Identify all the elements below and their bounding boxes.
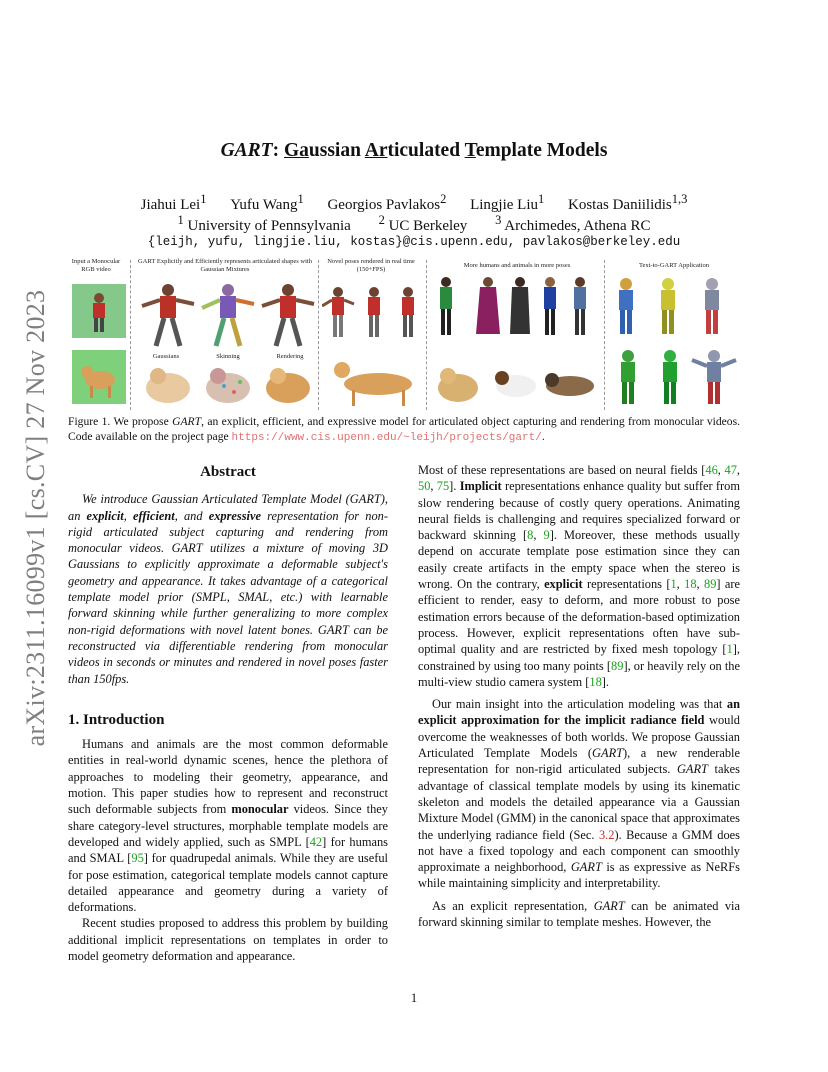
input-frame-human	[72, 284, 126, 338]
affiliation: $^1$ University of Pennsylvania	[177, 213, 351, 234]
more-subjects-renders	[430, 274, 602, 408]
abstract-text: We introduce Gaussian Articulated Template Model (GART), an explicit, efficient, and expressive representation for non-rigid articulated subject capturing and rendering from monocular videos. GART utilizes a mixture of moving 3D Gaussians to explicitly approximate a deformable subject's geometry and appearance. It takes advantage of a categorical template model prior (SMPL, SMAL, etc.) with learnable forward skinning while further generalizing to more complex non-rigid deformations with novel latent bones. GART can be reconstructed via differentiable rendering from monocular videos in seconds or minutes and rendered in novel poses faster than 150fps.	[68, 492, 388, 686]
citation-link[interactable]: 18	[589, 674, 602, 689]
citation-link[interactable]: 75	[436, 479, 450, 494]
affiliation: $^3$ Archimedes, Athena RC	[495, 213, 651, 234]
citation-link[interactable]: 42	[309, 834, 323, 849]
author: Jiahui Lei$^1$	[140, 192, 207, 213]
section-link[interactable]: 3.2	[598, 827, 615, 842]
citation-link[interactable]: 1	[670, 577, 677, 592]
arxiv-stamp: arXiv:2311.16099v1 [cs.CV] 27 Nov 2023	[21, 289, 50, 747]
introduction-heading: 1. Introduction	[68, 711, 165, 728]
intro-paragraph: Humans and animals are the most common deformable entities in real-world dynamic scenes, hence the plethora of approaches to modeling their geometry, appearance, and motion. This paper studies how to represent and reconstruct such deformable subjects from monocular videos. Since they share category-level structures, morphable template models are developed and widely applied, such as SMPL [42] for humans and SMAL [95] for quadrupedal animals. While they are useful for pose estimation, categorical template models cannot capture detailed appearance and geometry during a variety of deformations.	[68, 737, 388, 915]
label-rendering: Rendering	[276, 353, 304, 360]
citation-link[interactable]: 89	[611, 658, 624, 673]
citation-link[interactable]: 8	[527, 528, 534, 543]
citation-link[interactable]: 1	[726, 642, 733, 657]
teaser-figure	[68, 258, 740, 408]
label-skinning: Skinning	[216, 353, 240, 360]
caption-more-subjects: More humans and animals in more poses	[463, 262, 571, 269]
citation-link[interactable]: 50	[418, 479, 431, 494]
body-paragraph: Our main insight into the articulation modeling was that an explicit approximation for the implicit radiance field would overcome the weaknesses of both worlds. We propose Gaussian Articulated Template Models (GART), a new renderable representation for non-rigid articulated subjects. GART takes advantage of classical template models by using its kinematic skeleton and models the detailed appearance via a Gaussian Mixture Model (GMM) in the canonical space that approximates the underlying radiance field (Sec. 3.2). Because a GMM does not have a fixed topology and each component can smoothly approximate a neighborhood, GART is as expressive as NeRFs while maintaining simplicity and interpretability.	[418, 697, 740, 891]
author: Kostas Daniilidis$^{1,3}$	[568, 192, 688, 213]
right-column	[418, 462, 740, 930]
author-emails: {leijh, yufu, lingjie.liu, kostas}@cis.upenn.edu, pavlakos@berkeley.edu	[147, 235, 681, 249]
citation-link[interactable]: 95	[131, 851, 144, 866]
affiliation: $^2$ UC Berkeley	[378, 213, 468, 234]
body-paragraph: As an explicit representation, GART can be animated via forward skinning similar to template meshes. However, the	[418, 898, 740, 930]
author: Georgios Pavlakos$^2$	[327, 192, 447, 213]
gart-panel-renders	[136, 276, 316, 408]
caption-gart-representation: GART Explicitly and Efficiently represents articulated shapes with Gaussian Mixtures	[138, 258, 312, 273]
citation-link[interactable]: 9	[543, 528, 550, 543]
panel-divider	[604, 260, 605, 410]
caption-input-video: Input a Monocular RGB video	[71, 258, 121, 273]
abstract-heading: Abstract	[200, 464, 256, 480]
author: Lingjie Liu$^1$	[470, 192, 545, 213]
panel-divider	[318, 260, 319, 410]
figure-caption: Figure 1. We propose GART, an explicit, efficient, and expressive model for articulated object capturing and rendering from monocular videos. Code available on the project page https://www.cis.upenn.edu/~leijh/projects/gart/.	[68, 415, 740, 444]
paper-title: GART: Gaussian Articulated Template Models	[220, 140, 608, 161]
affiliation-list	[0, 213, 828, 235]
caption-text-to-gart: Text-to-GART Application	[639, 262, 709, 269]
panel-divider	[426, 260, 427, 410]
author-list	[0, 192, 828, 214]
intro-paragraph: Recent studies proposed to address this problem by building additional implicit representations on templates in order to model geometry deformation and appearance.	[68, 916, 388, 964]
body-paragraph: Most of these representations are based on neural fields [46, 47, 50, 75]. Implicit representations enhance quality but suffer from slow rendering because of costly query operations. Animating neural fields is challenging and requires specialized forward or backward skinning [8, 9]. Moreover, these methods usually depend on accurate template pose estimation since they can easily create artifacts in the empty space when the stereo is wrong. On the contrary, explicit representations [1, 18, 89] are efficient to render, easy to deform, and more robust to pose estimation errors because of the deformation-based optimization process. However, explicit representations often have sub-optimal quality and are restricted by fixed mesh topology [1], constrained by using too many points [89], or heavily rely on the multi-view studio camera system [18].	[418, 463, 741, 689]
page-number: 1	[410, 991, 418, 1005]
novel-poses-renders	[322, 284, 424, 408]
caption-novel-poses: Novel poses rendered in real time (150+FPS)	[327, 258, 415, 273]
text-to-gart-renders	[608, 274, 740, 408]
input-frame-dog	[72, 350, 126, 404]
panel-divider	[130, 260, 131, 410]
citation-link[interactable]: 18	[684, 577, 697, 592]
label-gaussians: Gaussians	[152, 353, 180, 360]
project-page-link[interactable]: https://www.cis.upenn.edu/~leijh/projects/gart/	[231, 432, 542, 444]
citation-link[interactable]: 46	[705, 463, 718, 477]
author: Yufu Wang$^1$	[230, 192, 304, 213]
citation-link[interactable]: 47	[724, 463, 737, 477]
citation-link[interactable]: 89	[704, 577, 717, 592]
left-column	[68, 460, 388, 964]
